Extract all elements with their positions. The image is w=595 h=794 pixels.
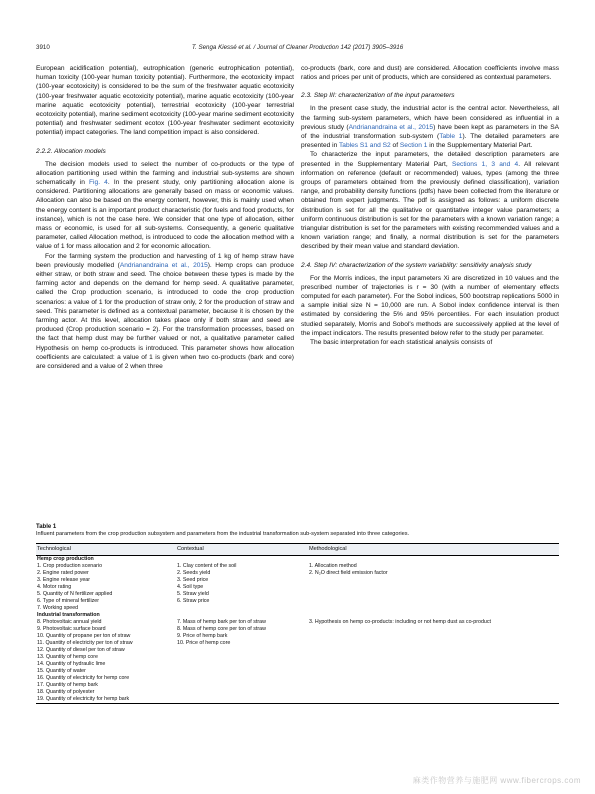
table-cell: Industrial transformation <box>37 612 100 618</box>
table-cell: 3. Seed price <box>177 577 209 583</box>
table-row <box>36 619 559 626</box>
paragraph: The decision models used to select the number of co-products or the type of allocation partitioning used within the farming and industrial sub-systems are shown schematically in Fig. 4. In the present study, only partitioning allocation alone is considered. Partitioning allocations are generally based on mass or economic values. Allocation can also be based on the energy content, however, this is mainly used when the energy content is an important product characteristic (for fuels and food products, for instance), which is not the case here. We consider that one type of allocation, either mass or economic, is used for all sub-systems. Consequently, a generic qualitative parameter, called Allocation method, is introduced to code the allocation method with a value of 1 for mass allocation and 2 for economic allocation. <box>36 160 294 251</box>
table-cell <box>308 556 559 564</box>
table-cell: 1. Crop production scenario <box>37 563 103 569</box>
table-cell: 6. Type of mineral fertilizer <box>37 598 100 604</box>
table-row <box>36 584 559 591</box>
table-cell <box>308 640 559 647</box>
table-cell: 9. Photovoltaic surface board <box>37 626 106 632</box>
section-heading: 2.4. Step IV: characterization of the system variability: sensitivity analysis study <box>301 261 532 269</box>
table-cell: 8. Photovoltaic annual yield <box>37 619 102 625</box>
running-header <box>36 44 559 56</box>
table-cell: 4. Motor rating <box>37 584 72 590</box>
watermark: 麻类作物营养与施肥网 www.fibercrops.com <box>412 776 581 785</box>
table-cell <box>176 668 308 675</box>
column-header: Technological <box>36 544 176 556</box>
paragraph: For the Morris indices, the input parameters Xi are discretized in 10 values and the prescribed number of trajectories is r = 30 (with a number of elementary effects computed for each parameter). For the Sobol indices, 500 bootstrap replications 5000 in a sample initial size N = 10,000 are run. A Sobol index confidence interval is then estimated by considering the 5% and 95% percentiles. For each insulation product studied separately, Morris and Sobol's methods are successively applied at the level of the impact indicators. The results presented below refer to the study per parameter. <box>301 274 559 337</box>
table-cell <box>308 696 559 704</box>
table-cell <box>176 696 308 704</box>
parameters-table <box>36 543 559 704</box>
table-cell: 5. Quantity of N fertilizer applied <box>37 591 113 597</box>
table-cell: 10. Quantity of propane per ton of straw <box>37 633 131 639</box>
table-cell: 7. Mass of hemp bark per ton of straw <box>177 619 266 625</box>
table-cell <box>308 675 559 682</box>
section-heading: 2.3. Step III: characterization of the input parameters <box>301 92 455 100</box>
table-row <box>36 633 559 640</box>
table-cell <box>176 689 308 696</box>
table-row <box>36 626 559 633</box>
table-cell <box>176 556 308 564</box>
table-row <box>36 605 559 612</box>
table-cell <box>176 605 308 612</box>
table-row <box>36 640 559 647</box>
table-link[interactable]: Table 1 <box>439 133 463 141</box>
table-cell <box>308 633 559 640</box>
table-cell: 6. Straw price <box>177 598 210 604</box>
table-cell <box>176 647 308 654</box>
table-cell: 2. Seeds yield <box>177 570 211 576</box>
table-cell: 14. Quantity of hydraulic lime <box>37 661 106 667</box>
table-cell <box>308 584 559 591</box>
citation-link[interactable]: Andrianandraina et al., 2015 <box>119 261 208 269</box>
table-cell: 11. Quantity of electricity per ton of straw <box>37 640 133 646</box>
table-body <box>36 556 559 704</box>
table-cell: Hemp crop production <box>37 556 94 562</box>
table-row <box>36 682 559 689</box>
table-cell: 1. Clay content of the soil <box>177 563 237 569</box>
table-row <box>36 577 559 584</box>
table-title: Table 1 <box>36 524 57 530</box>
table-cell <box>308 682 559 689</box>
table-cell: 18. Quantity of polyester <box>37 689 95 695</box>
table-row <box>36 668 559 675</box>
table-cell <box>308 577 559 584</box>
table-group-row <box>36 556 559 564</box>
table-cell: 8. Mass of hemp core per ton of straw <box>177 626 266 632</box>
table-cell: 12. Quantity of diesel per ton of straw <box>37 647 125 653</box>
table-cell <box>308 605 559 612</box>
figure-link[interactable]: Fig. 4 <box>89 179 108 187</box>
table-cell <box>176 682 308 689</box>
section-heading: 2.2.2. Allocation models <box>36 147 106 155</box>
paragraph: To characterize the input parameters, the detailed description parameters are presented in the Supplementary Material Part, Sections 1, 3 and 4. All relevant information on reference (default or recommended) values, types (among the three groups of parameters obtained from the previously defined classification), variation range, and probability density functions (pdfs) have been collected from the literature or obtained from expert judgments. The pdf is assigned as follows: a uniform discrete distribution is set for all the qualitative or quantitative integer value parameters; a uniform continuous distribution is set for the parameters with a known variation range; a triangular distribution is set for the parameters with existing recommended values and a known variation range; and finally, a normal distribution is set for the parameters described by their mean value and standard deviation. <box>301 151 559 251</box>
paragraph: For the farming system the production and harvesting of 1 kg of hemp straw have been previously modelled (Andrianandraina et al., 2015). Hemp crops can produce either straw, or both straw and seed. The choice between these types is made by the farming actor and depends on the demand for hemp seed. A qualitative parameter, called the Crop production scenario, is introduced to code the crop production scenarios: a value of 1 for the production of straw only, 2 for the production of straw and seed. This parameter is defined as a contextual parameter, because it is chosen by the farming actor. At this level, allocation takes place only if both straw and seed are produced (Crop production scenario = 2). For the transformation processes, based on the fact that hemp dust may be further valued or not, a qualitative parameter called Hypothesis on hemp co-products is introduced. This parameter shows how allocation coefficients are calculated: a value of 1 is given when two co-products (bark and core) are considered and a value of 2 when three <box>36 252 294 371</box>
table-cell <box>308 591 559 598</box>
table-cell: 2. Engine rated power <box>37 570 89 576</box>
left-column <box>36 64 294 371</box>
paragraph: European acidification potential), eutrophication (generic eutrophication potential), human toxicity (100-year human toxicity potential). Furthermore, the ecotoxicity impact (100-year ecotoxicity) is considered to be the sum of the freshwater aquatic ecotoxicity (100-year freshwater aquatic ecotoxicity potential), marine aquatic ecotoxicity (100-year marine aquatic ecotoxicity potential), terrestrial ecotoxicity (100-year terrestrial ecotoxicity potential), marine sediment ecotoxicity (100-year marine sediment ecotoxicity potential) and freshwater sediment ecotox (100-year freshwater sediment ecotoxicity potential) impact categories. The land competition impact is also considered. <box>36 65 294 137</box>
table-group-row <box>36 612 559 619</box>
table-row <box>36 654 559 661</box>
table-cell <box>308 654 559 661</box>
paragraph: The basic interpretation for each statistical analysis consists of <box>310 339 493 347</box>
table-header-row <box>36 544 559 556</box>
column-header: Methodological <box>308 544 559 556</box>
table-cell: 19. Quantity of electricity for hemp bark <box>36 696 176 704</box>
table-row <box>36 647 559 654</box>
citation-link[interactable]: Andrianandraina et al., 2015 <box>348 123 434 131</box>
table-row <box>36 661 559 668</box>
table-cell: 9. Price of hemp bark <box>177 633 228 639</box>
table-cell <box>308 661 559 668</box>
table-cell: 16. Quantity of electricity for hemp core <box>37 675 130 681</box>
table-cell <box>176 661 308 668</box>
table-cell <box>308 626 559 633</box>
table-row <box>36 598 559 605</box>
table-cell: 3. Engine release year <box>37 577 91 583</box>
column-header: Contextual <box>176 544 308 556</box>
table-row <box>36 591 559 598</box>
sections-link[interactable]: Sections 1, 3 and 4 <box>451 160 519 168</box>
table-cell: 2. N₂O direct field emission factor <box>309 570 388 576</box>
table-cell <box>176 654 308 661</box>
table-cell: 4. Soil type <box>177 584 204 590</box>
table-caption: Influent parameters from the crop production subsystem and parameters from the industrial transformation sub-system separated into three categories. <box>36 531 410 537</box>
paragraph: co-products (bark, core and dust) are considered. Allocation coefficients involve mass ratios and prices per unit of products, which are considered as contextual parameters. <box>301 65 559 82</box>
paragraph: In the present case study, the industrial actor is the central actor. Nevertheless, all the farming sub-system parameters, which have been considered as influential in a previous study (Andrianandraina et al., 2015) have been kept as parameters in the SA of the industrial transformation sub-system (Table 1). The detailed parameters are presented in Tables S1 and S2 of Section 1 in the Supplementary Material Part. <box>301 105 560 150</box>
page-number: 3910 <box>36 44 50 51</box>
table-cell <box>176 612 308 619</box>
table-cell: 5. Straw yield <box>177 591 209 597</box>
table-cell: 1. Allocation method <box>309 563 357 569</box>
section-link[interactable]: Section 1 <box>399 142 428 150</box>
table-row <box>36 563 559 570</box>
table-row <box>36 689 559 696</box>
table-cell <box>308 612 559 619</box>
table-cell <box>308 647 559 654</box>
table-1 <box>36 524 559 704</box>
table-cell: 17. Quantity of hemp bark <box>37 682 98 688</box>
table-cell <box>308 689 559 696</box>
right-column <box>301 64 559 347</box>
table-cell: 7. Working speed <box>37 605 79 611</box>
journal-citation: T. Senga Kiessé et al. / Journal of Cleaner Production 142 (2017) 3905–3916 <box>191 44 404 51</box>
table-cell: 3. Hypothesis on hemp co-products: including or not hemp dust as co-product <box>309 619 491 625</box>
table-cell <box>308 598 559 605</box>
table-cell <box>308 668 559 675</box>
table-row <box>36 675 559 682</box>
table-cell <box>176 675 308 682</box>
table-cell: 15. Quantity of water <box>37 668 86 674</box>
table-row <box>36 696 559 704</box>
table-cell: 10. Price of hemp core <box>177 640 231 646</box>
table-row <box>36 570 559 577</box>
supplementary-table-link[interactable]: Tables S1 and S2 <box>339 142 391 150</box>
table-cell: 13. Quantity of hemp core <box>37 654 98 660</box>
